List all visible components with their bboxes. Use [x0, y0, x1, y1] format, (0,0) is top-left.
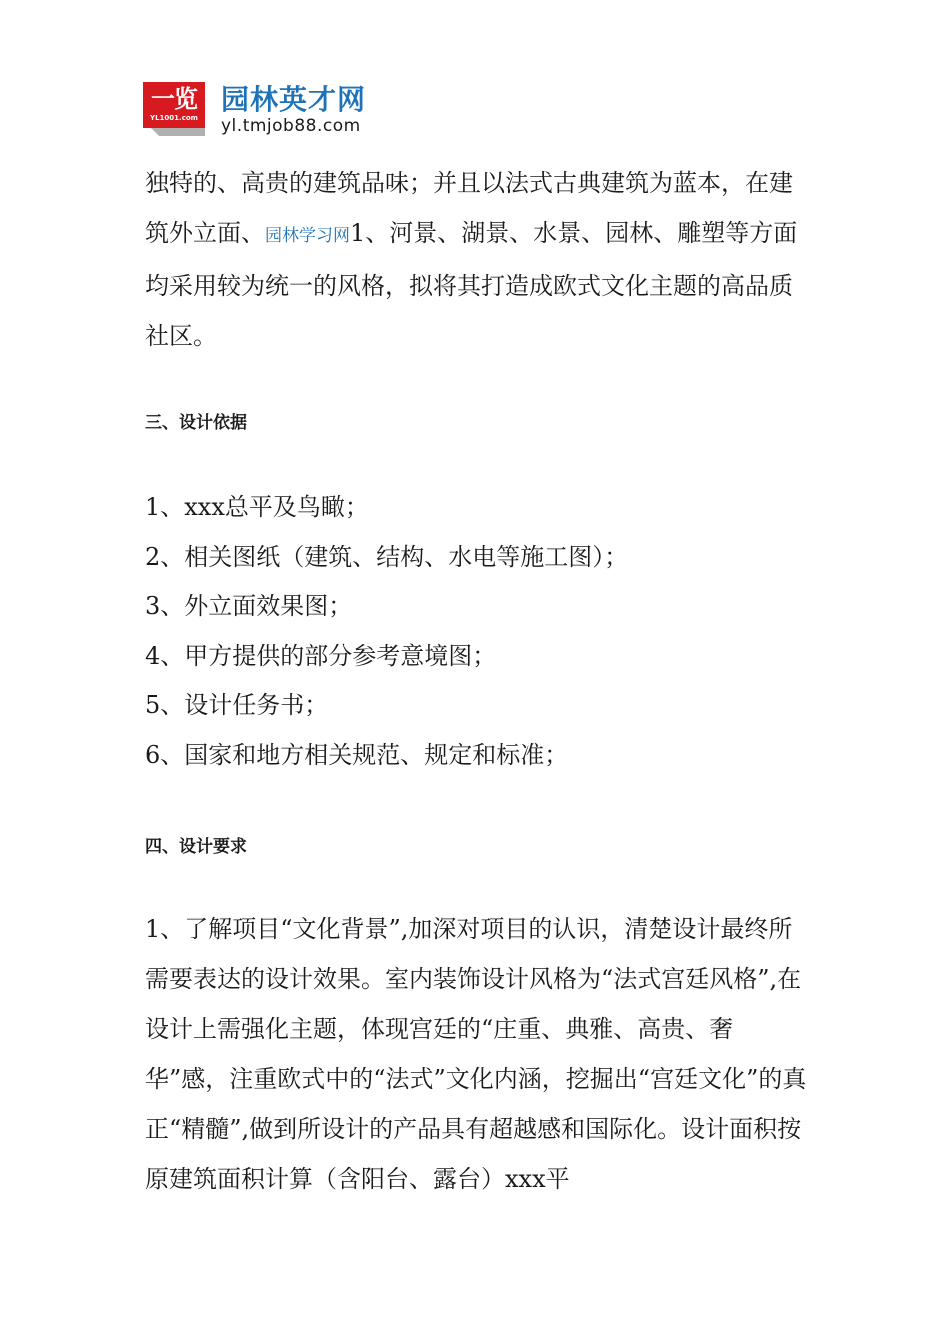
logo-text — [221, 84, 366, 136]
list-item: 1、xxx总平及鸟瞰； — [145, 493, 369, 521]
section-heading-design-requirements: 四、设计要求 — [145, 837, 247, 857]
logo-badge — [143, 82, 213, 138]
design-basis-list — [145, 483, 628, 781]
list-item: 4、甲方提供的部分参考意境图； — [145, 641, 497, 670]
intro-text-after-link: 1、河景、湖景、水景、园林、雕塑等方面均采用较为统一的风格，拟将其打造成欧式文化主题的高品质社区。 — [145, 219, 798, 350]
intro-paragraph — [145, 158, 815, 361]
list-item: 2、相关图纸（建筑、结构、水电等施工图）； — [145, 542, 629, 571]
logo-badge-text: 一览 — [143, 82, 205, 128]
list-item: 6、国家和地方相关规范、规定和标准； — [145, 740, 569, 769]
site-logo[interactable] — [143, 82, 393, 138]
section-heading-design-basis: 三、设计依据 — [145, 413, 247, 433]
inline-link[interactable]: 园林学习网 — [265, 226, 350, 246]
site-name: 园林英才网 — [221, 83, 367, 116]
list-item: 5、设计任务书； — [145, 691, 329, 720]
intro-text-before-link: 独特的、高贵的建筑品味；并且以法式古典建筑为蓝本，在建筑外立面、 — [145, 169, 793, 247]
logo-badge-shadow — [151, 128, 205, 136]
list-item: 3、外立面效果图； — [145, 592, 353, 621]
site-url: yl.tmjob88.com — [221, 116, 361, 136]
requirements-paragraph: 1、了解项目“文化背景”,加深对项目的认识，清楚设计最终所需要表达的设计效果。室内装饰设计风格为“法式宫廷风格”,在设计上需强化主题，体现宫廷的“庄重、典雅、高贵、奢华”感，注重欧式中的“法式”文化内涵，挖掘出“宫廷文化”的真正“精髓”,做到所设计的产品具有超越感和国际化。设计面积按原建筑面积计算（含阳台、露台）xxx平 — [145, 915, 807, 1193]
logo-badge-subtext: YL1001.com — [150, 114, 198, 122]
